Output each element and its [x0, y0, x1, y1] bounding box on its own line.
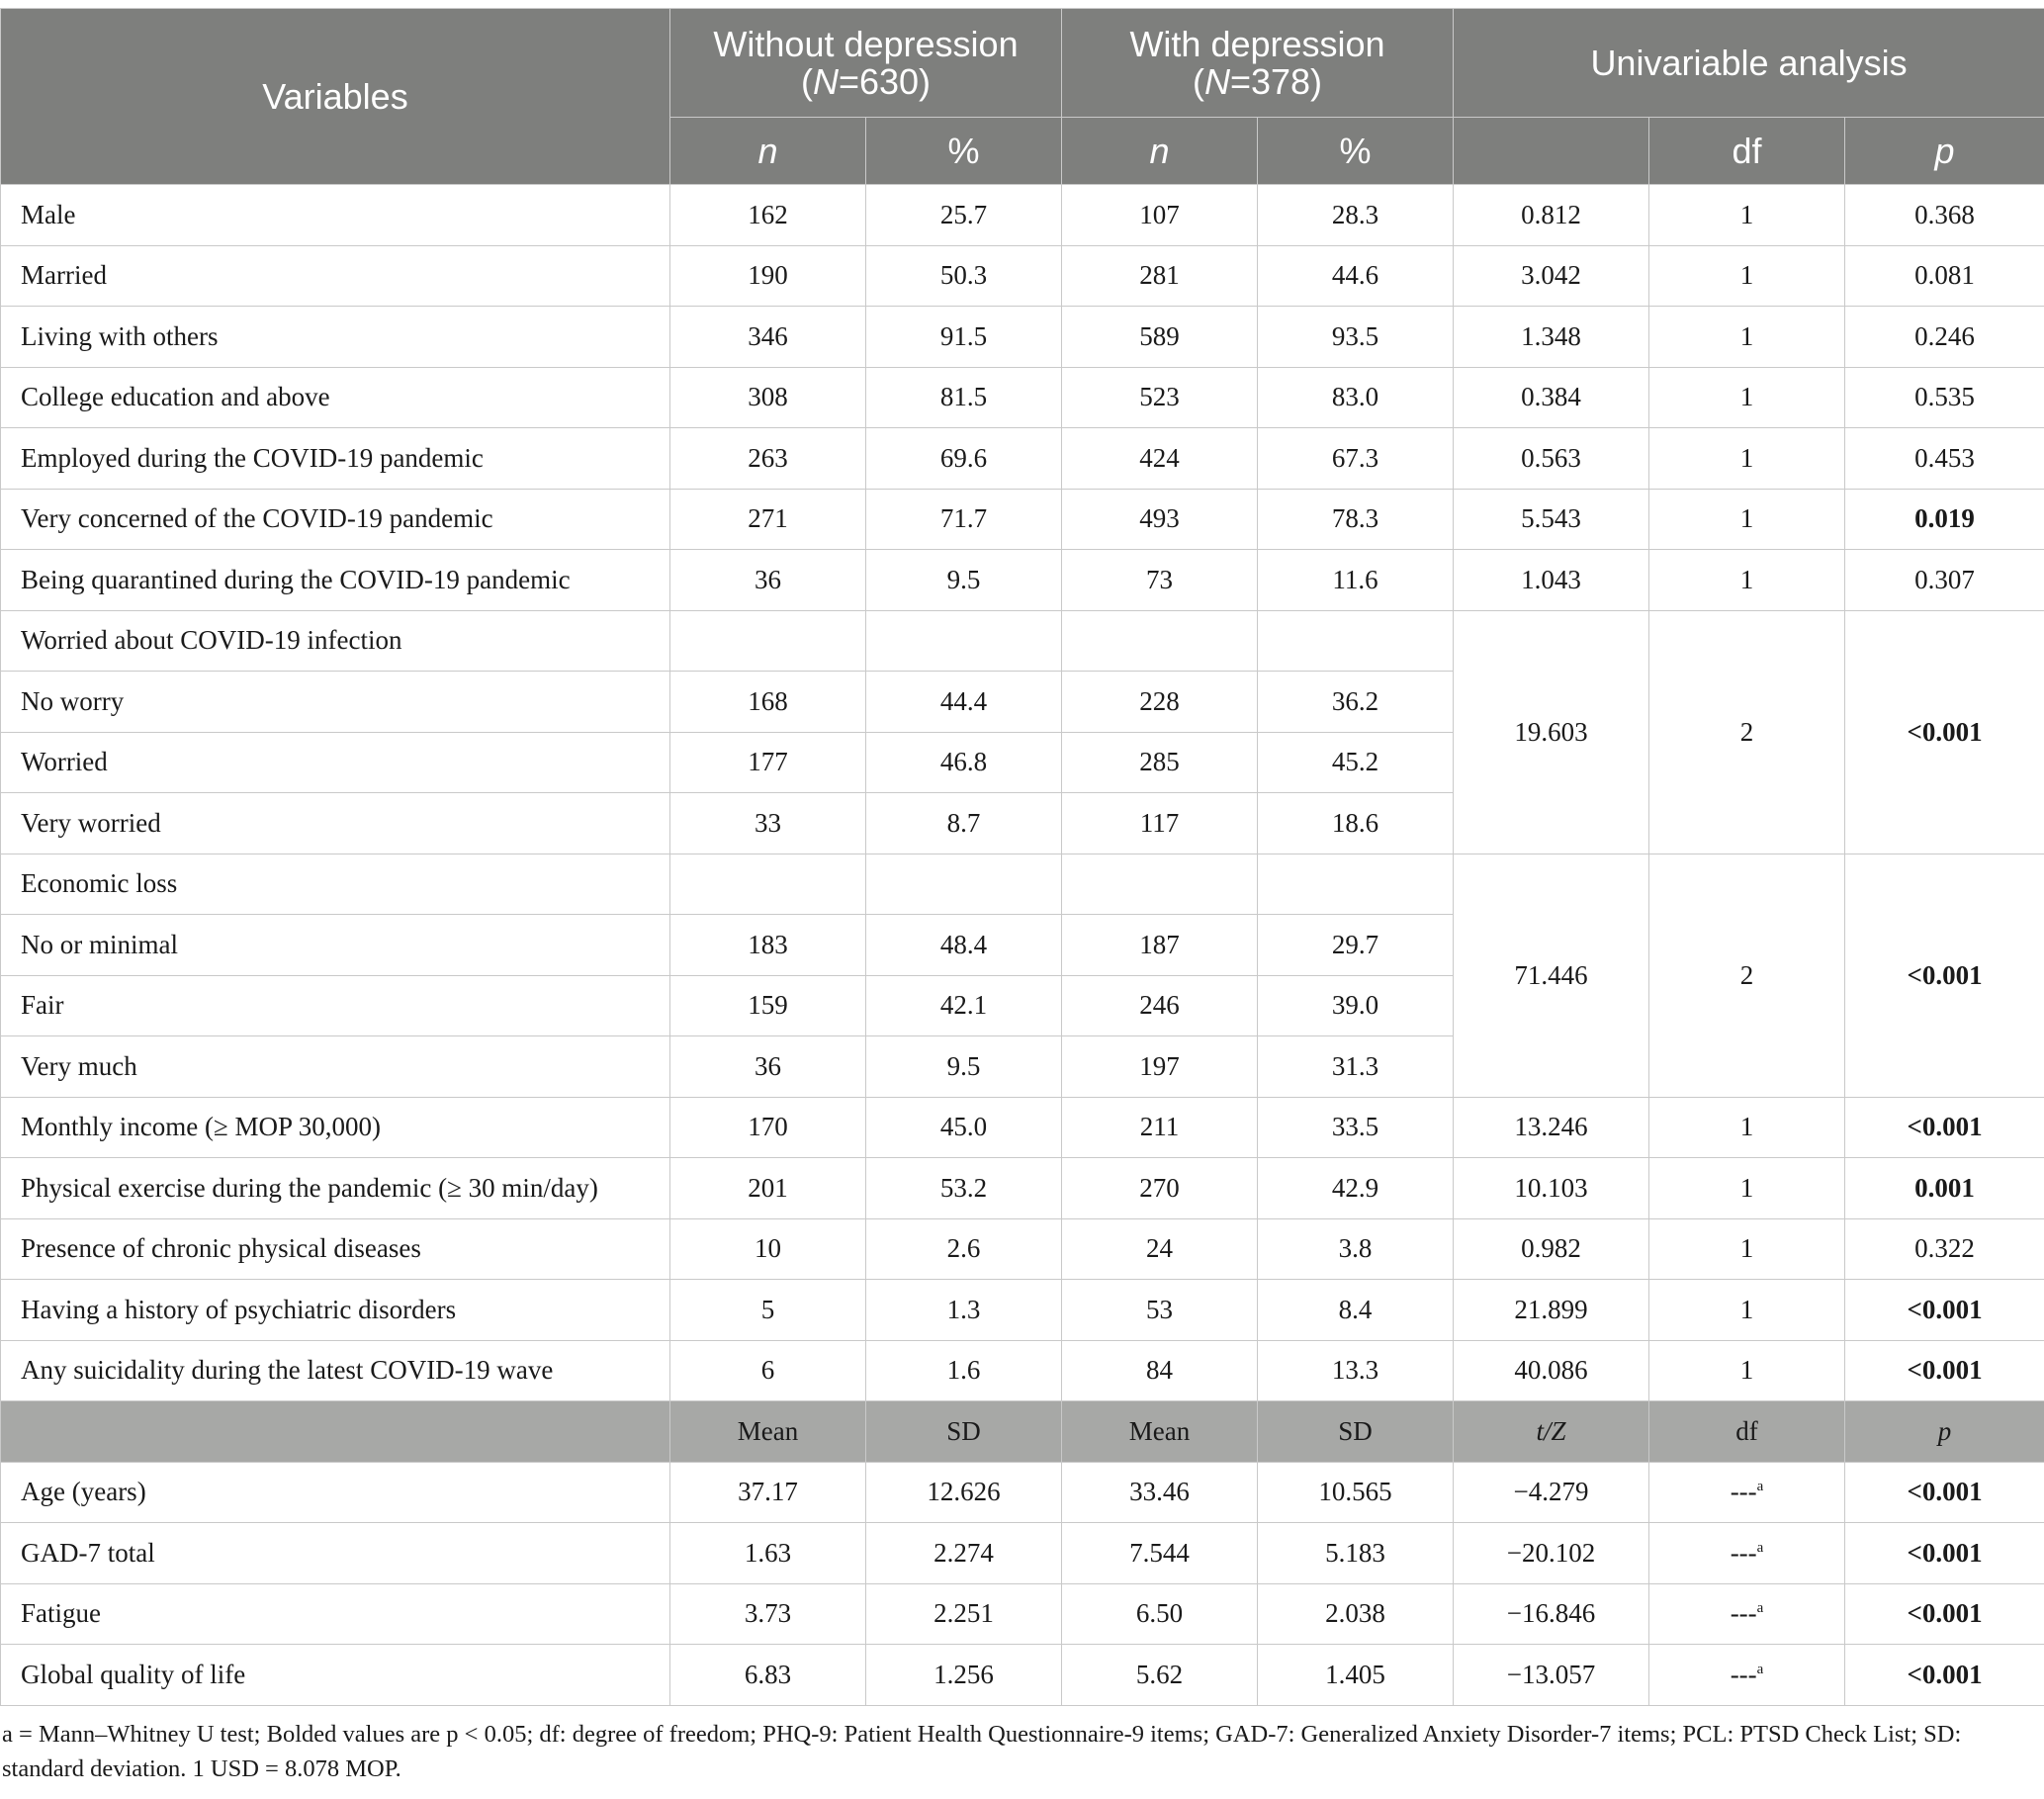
test-statistic: 40.086	[1454, 1340, 1649, 1401]
test-statistic: 1.348	[1454, 307, 1649, 368]
with-n: 73	[1062, 550, 1258, 611]
table-row	[1, 1340, 2044, 1401]
subheader-df: df	[1649, 1401, 1845, 1463]
with-n: 523	[1062, 367, 1258, 428]
df-value	[1649, 1462, 1845, 1523]
subheader-mean2: Mean	[1062, 1401, 1258, 1463]
table-row	[1, 1462, 2044, 1523]
subheader-p: p	[1845, 1401, 2044, 1463]
without-n: 36	[670, 550, 866, 611]
with-n: 187	[1062, 915, 1258, 976]
without-pct: 50.3	[866, 245, 1062, 307]
results-table	[0, 8, 2044, 1706]
df-value: 1	[1649, 550, 1845, 611]
variable-label: Employed during the COVID-19 pandemic	[1, 428, 670, 490]
variable-label: Any suicidality during the latest COVID-19 wave	[1, 1340, 670, 1401]
df-value: 1	[1649, 1218, 1845, 1280]
group-title: Worried about COVID-19 infection	[1, 610, 670, 672]
header-group1-N: N	[812, 60, 839, 102]
group-title-row	[1, 610, 2044, 672]
df-footnote-marker: a	[1756, 1539, 1764, 1556]
with-pct: 29.7	[1258, 915, 1454, 976]
test-statistic: −4.279	[1454, 1462, 1649, 1523]
without-n: 159	[670, 975, 866, 1036]
p-value: 0.368	[1845, 185, 2044, 246]
p-value: 0.246	[1845, 307, 2044, 368]
header-group2-line1: With depression	[1129, 23, 1385, 64]
with-pct: 78.3	[1258, 489, 1454, 550]
p-value: 0.019	[1845, 489, 2044, 550]
header-group1-line1: Without depression	[713, 23, 1019, 64]
continuous-subheader	[1, 1401, 2044, 1463]
with-sd: 5.183	[1258, 1523, 1454, 1584]
without-pct: 1.3	[866, 1280, 1062, 1341]
df-value: 1	[1649, 185, 1845, 246]
without-n: 162	[670, 185, 866, 246]
df-value: 1	[1649, 1097, 1845, 1158]
p-value: <0.001	[1845, 1280, 2044, 1341]
variable-label: Global quality of life	[1, 1645, 670, 1706]
empty-cell	[866, 854, 1062, 915]
subheader-sd1: SD	[866, 1401, 1062, 1463]
without-sd: 2.274	[866, 1523, 1062, 1584]
without-pct: 53.2	[866, 1158, 1062, 1219]
with-pct: 8.4	[1258, 1280, 1454, 1341]
without-n: 271	[670, 489, 866, 550]
df-value: 1	[1649, 307, 1845, 368]
test-statistic: 21.899	[1454, 1280, 1649, 1341]
with-n: 24	[1062, 1218, 1258, 1280]
without-mean: 1.63	[670, 1523, 866, 1584]
with-pct: 45.2	[1258, 732, 1454, 793]
p-value: 0.081	[1845, 245, 2044, 307]
header-df: df	[1649, 118, 1845, 185]
test-statistic: 1.043	[1454, 550, 1649, 611]
table-row	[1, 1097, 2044, 1158]
with-pct: 36.2	[1258, 672, 1454, 733]
table-footnote: a = Mann–Whitney U test; Bolded values are p < 0.05; df: degree of freedom; PHQ-9: Patient Health Questionnaire-9 items; GAD-7: Generalized Anxiety Disorder-7 items; PCL: PTSD Check List; SD: standard deviation. 1 USD = 8.078 MOP.	[2, 1721, 1962, 1782]
df-footnote-marker: a	[1756, 1479, 1764, 1495]
table-row	[1, 367, 2044, 428]
empty-cell	[1258, 854, 1454, 915]
table-row	[1, 185, 2044, 246]
table-row	[1, 1218, 2044, 1280]
p-value: <0.001	[1845, 1340, 2044, 1401]
with-n: 281	[1062, 245, 1258, 307]
without-pct: 46.8	[866, 732, 1062, 793]
header-variables: Variables	[1, 9, 670, 185]
p-value: <0.001	[1845, 1097, 2044, 1158]
df-dashes: ---	[1730, 1477, 1757, 1507]
without-mean: 37.17	[670, 1462, 866, 1523]
with-pct: 28.3	[1258, 185, 1454, 246]
variable-label: GAD-7 total	[1, 1523, 670, 1584]
test-statistic: 0.812	[1454, 185, 1649, 246]
with-n: 228	[1062, 672, 1258, 733]
without-pct: 71.7	[866, 489, 1062, 550]
without-pct: 44.4	[866, 672, 1062, 733]
variable-label: Having a history of psychiatric disorders	[1, 1280, 670, 1341]
variable-label: Worried	[1, 732, 670, 793]
with-pct: 67.3	[1258, 428, 1454, 490]
test-statistic: −13.057	[1454, 1645, 1649, 1706]
table-row	[1, 245, 2044, 307]
with-n: 53	[1062, 1280, 1258, 1341]
without-pct: 81.5	[866, 367, 1062, 428]
variable-label: Living with others	[1, 307, 670, 368]
without-n: 346	[670, 307, 866, 368]
test-statistic: 0.982	[1454, 1218, 1649, 1280]
table-row	[1, 1523, 2044, 1584]
df-value: 1	[1649, 1340, 1845, 1401]
header-pct2: %	[1258, 118, 1454, 185]
without-n: 201	[670, 1158, 866, 1219]
without-sd: 12.626	[866, 1462, 1062, 1523]
test-statistic: 10.103	[1454, 1158, 1649, 1219]
without-n: 168	[670, 672, 866, 733]
test-statistic: 19.603	[1454, 610, 1649, 854]
without-n: 177	[670, 732, 866, 793]
header-n2: n	[1062, 118, 1258, 185]
with-n: 107	[1062, 185, 1258, 246]
with-pct: 31.3	[1258, 1036, 1454, 1098]
with-pct: 18.6	[1258, 793, 1454, 855]
test-statistic: 71.446	[1454, 854, 1649, 1097]
df-dashes: ---	[1730, 1659, 1757, 1689]
empty-cell	[670, 854, 866, 915]
without-mean: 3.73	[670, 1583, 866, 1645]
header-without-depression	[670, 9, 1062, 118]
without-pct: 45.0	[866, 1097, 1062, 1158]
without-pct: 9.5	[866, 1036, 1062, 1098]
variable-label: Monthly income (≥ MOP 30,000)	[1, 1097, 670, 1158]
without-pct: 2.6	[866, 1218, 1062, 1280]
with-pct: 13.3	[1258, 1340, 1454, 1401]
header-group1-open: (	[800, 60, 813, 102]
variable-label: Male	[1, 185, 670, 246]
with-n: 117	[1062, 793, 1258, 855]
without-sd: 2.251	[866, 1583, 1062, 1645]
with-pct: 93.5	[1258, 307, 1454, 368]
table-row	[1, 1645, 2044, 1706]
table-row	[1, 307, 2044, 368]
variable-label: Physical exercise during the pandemic (≥ 30 min/day)	[1, 1158, 670, 1219]
variable-label: Fair	[1, 975, 670, 1036]
df-value: 1	[1649, 367, 1845, 428]
header-with-depression	[1062, 9, 1454, 118]
group-title-row	[1, 854, 2044, 915]
table-row	[1, 1158, 2044, 1219]
without-n: 170	[670, 1097, 866, 1158]
variable-label: Very concerned of the COVID-19 pandemic	[1, 489, 670, 550]
df-footnote-marker: a	[1756, 1600, 1764, 1617]
with-mean: 7.544	[1062, 1523, 1258, 1584]
with-pct: 44.6	[1258, 245, 1454, 307]
without-n: 190	[670, 245, 866, 307]
with-n: 270	[1062, 1158, 1258, 1219]
p-value: <0.001	[1845, 1462, 2044, 1523]
df-value: 2	[1649, 610, 1845, 854]
variable-label: Very worried	[1, 793, 670, 855]
variable-label: Married	[1, 245, 670, 307]
subheader-stat: t/Z	[1454, 1401, 1649, 1463]
header-group2-rest: =378)	[1229, 60, 1323, 102]
p-value: 0.001	[1845, 1158, 2044, 1219]
with-sd: 1.405	[1258, 1645, 1454, 1706]
p-value: <0.001	[1845, 854, 2044, 1097]
without-n: 263	[670, 428, 866, 490]
test-statistic: −20.102	[1454, 1523, 1649, 1584]
without-sd: 1.256	[866, 1645, 1062, 1706]
variable-label: Presence of chronic physical diseases	[1, 1218, 670, 1280]
with-n: 211	[1062, 1097, 1258, 1158]
without-n: 183	[670, 915, 866, 976]
header-group1-rest: =630)	[838, 60, 932, 102]
with-n: 84	[1062, 1340, 1258, 1401]
without-n: 5	[670, 1280, 866, 1341]
with-pct: 39.0	[1258, 975, 1454, 1036]
subheader-sd2: SD	[1258, 1401, 1454, 1463]
without-pct: 9.5	[866, 550, 1062, 611]
header-p: p	[1845, 118, 2044, 185]
variable-label: College education and above	[1, 367, 670, 428]
df-value: 2	[1649, 854, 1845, 1097]
empty-cell	[670, 610, 866, 672]
df-value	[1649, 1645, 1845, 1706]
subheader-mean1: Mean	[670, 1401, 866, 1463]
df-value	[1649, 1583, 1845, 1645]
df-value: 1	[1649, 489, 1845, 550]
p-value: <0.001	[1845, 1645, 2044, 1706]
variable-label: No worry	[1, 672, 670, 733]
df-value: 1	[1649, 1158, 1845, 1219]
with-pct: 83.0	[1258, 367, 1454, 428]
df-value: 1	[1649, 245, 1845, 307]
df-footnote-marker: a	[1756, 1661, 1764, 1677]
test-statistic: −16.846	[1454, 1583, 1649, 1645]
variable-label: Very much	[1, 1036, 670, 1098]
empty-cell	[1062, 854, 1258, 915]
p-value: 0.453	[1845, 428, 2044, 490]
with-n: 246	[1062, 975, 1258, 1036]
without-n: 308	[670, 367, 866, 428]
without-pct: 91.5	[866, 307, 1062, 368]
empty-cell	[866, 610, 1062, 672]
without-pct: 8.7	[866, 793, 1062, 855]
without-pct: 25.7	[866, 185, 1062, 246]
with-n: 424	[1062, 428, 1258, 490]
p-value: <0.001	[1845, 1523, 2044, 1584]
df-value: 1	[1649, 428, 1845, 490]
df-dashes: ---	[1730, 1598, 1757, 1629]
with-mean: 5.62	[1062, 1645, 1258, 1706]
test-statistic: 0.384	[1454, 367, 1649, 428]
with-pct: 33.5	[1258, 1097, 1454, 1158]
subheader-variable	[1, 1401, 670, 1463]
table-header	[1, 9, 2044, 185]
variable-label: Age (years)	[1, 1462, 670, 1523]
p-value: 0.322	[1845, 1218, 2044, 1280]
variable-label: Fatigue	[1, 1583, 670, 1645]
df-value: 1	[1649, 1280, 1845, 1341]
without-mean: 6.83	[670, 1645, 866, 1706]
variable-label: Being quarantined during the COVID-19 pandemic	[1, 550, 670, 611]
header-group2-open: (	[1192, 60, 1204, 102]
header-pct1: %	[866, 118, 1062, 185]
test-statistic: 5.543	[1454, 489, 1649, 550]
test-statistic: 0.563	[1454, 428, 1649, 490]
empty-cell	[1062, 610, 1258, 672]
without-n: 10	[670, 1218, 866, 1280]
group-title: Economic loss	[1, 854, 670, 915]
variable-label: No or minimal	[1, 915, 670, 976]
without-pct: 42.1	[866, 975, 1062, 1036]
with-mean: 6.50	[1062, 1583, 1258, 1645]
table-row	[1, 1280, 2044, 1341]
test-statistic: 3.042	[1454, 245, 1649, 307]
with-n: 285	[1062, 732, 1258, 793]
without-n: 6	[670, 1340, 866, 1401]
with-n: 493	[1062, 489, 1258, 550]
header-group2-N: N	[1203, 60, 1230, 102]
header-n1: n	[670, 118, 866, 185]
p-value: <0.001	[1845, 610, 2044, 854]
with-sd: 10.565	[1258, 1462, 1454, 1523]
without-pct: 1.6	[866, 1340, 1062, 1401]
with-pct: 42.9	[1258, 1158, 1454, 1219]
header-univariable: Univariable analysis	[1454, 9, 2044, 118]
test-statistic: 13.246	[1454, 1097, 1649, 1158]
p-value: 0.307	[1845, 550, 2044, 611]
with-sd: 2.038	[1258, 1583, 1454, 1645]
without-pct: 69.6	[866, 428, 1062, 490]
with-n: 589	[1062, 307, 1258, 368]
p-value: <0.001	[1845, 1583, 2044, 1645]
table-row	[1, 550, 2044, 611]
with-pct: 11.6	[1258, 550, 1454, 611]
p-value: 0.535	[1845, 367, 2044, 428]
with-pct: 3.8	[1258, 1218, 1454, 1280]
table-body	[1, 185, 2044, 1706]
without-n: 33	[670, 793, 866, 855]
without-n: 36	[670, 1036, 866, 1098]
df-value	[1649, 1523, 1845, 1584]
table-row	[1, 428, 2044, 490]
table-row	[1, 1583, 2044, 1645]
with-n: 197	[1062, 1036, 1258, 1098]
with-mean: 33.46	[1062, 1462, 1258, 1523]
header-stat	[1454, 118, 1649, 185]
df-dashes: ---	[1730, 1537, 1757, 1568]
table-row	[1, 489, 2044, 550]
without-pct: 48.4	[866, 915, 1062, 976]
empty-cell	[1258, 610, 1454, 672]
